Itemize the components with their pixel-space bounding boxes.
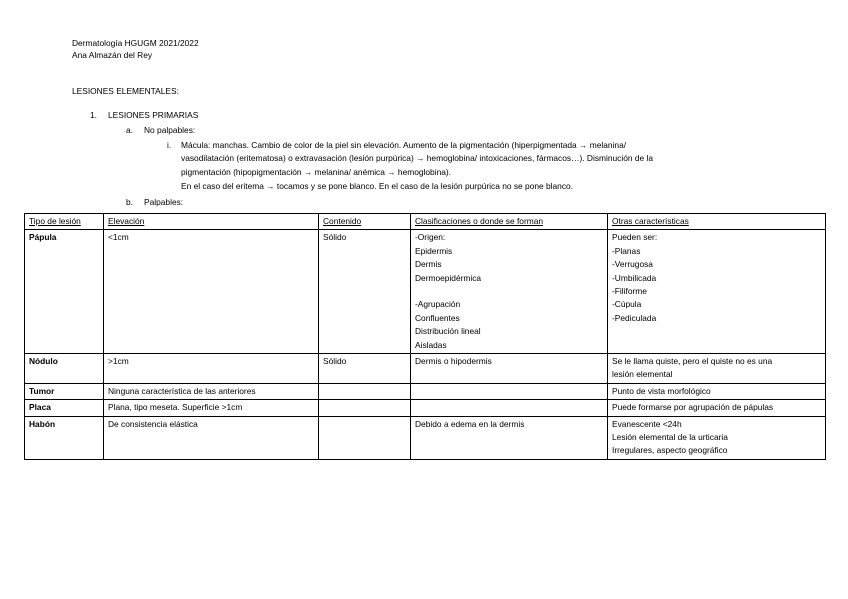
cell-line: Distribución lineal [415,326,481,337]
cell-line: Evanescente <24h [612,418,682,429]
cell-otras [608,400,826,416]
cell-contenido [319,383,411,399]
header-elevacion: Elevación [104,214,319,230]
cell-contenido [319,416,411,459]
cell-line: Confluentes [415,312,460,323]
cell-contenido [319,400,411,416]
table-row-tumor [25,383,826,399]
cell-line: lesión elemental [612,369,673,380]
cell-line: -Planas [612,245,641,256]
cell-otras [608,416,826,459]
header-otras: Otras características [608,214,826,230]
list-item-no-palpables: No palpables: [144,125,196,135]
macula-line-1: Mácula: manchas. Cambio de color de la piel sin elevación. Aumento de la pigmentación (hiperpigmentada → melanina/ [181,140,627,150]
cell-clasificaciones [411,416,608,459]
cell-line: Se le llama quiste, pero el quiste no es una [612,356,773,367]
cell-tipo: Tumor [25,383,104,399]
cell-blank-line [415,285,603,298]
cell-line: Debido a edema en la dermis [415,418,525,429]
macula-line-3: pigmentación (hipopigmentación → melanina/ anémica → hemoglobina). [181,167,452,177]
header-author: Ana Almazán del Rey [72,50,153,60]
list-item-primarias: LESIONES PRIMARIAS [108,110,199,120]
cell-clasificaciones [411,230,608,354]
header-contenido: Contenido [319,214,411,230]
header-tipo: Tipo de lesión [25,214,104,230]
cell-line: -Pediculada [612,312,657,323]
cell-line: -Verrugosa [612,259,653,270]
cell-line: Pueden ser: [612,232,658,243]
cell-line: -Cúpula [612,299,642,310]
cell-line: Lesión elemental de la urticaria [612,432,728,443]
table-header-row [25,214,826,230]
cell-contenido: Sólido [319,230,411,354]
cell-otras [608,230,826,354]
cell-tipo: Placa [25,400,104,416]
list-number-1: 1. [90,110,97,120]
macula-line-4: En el caso del eritema → tocamos y se pone blanco. En el caso de la lesión purpúrica no se pone blanco. [181,181,573,191]
cell-elevacion: <1cm [104,230,319,354]
list-letter-a: a. [126,125,133,135]
table-row-nodulo [25,354,826,384]
cell-clasificaciones [411,400,608,416]
cell-line: Dermis o hipodermis [415,356,492,367]
cell-line: Puede formarse por agrupación de pápulas [612,402,774,413]
cell-tipo: Habón [25,416,104,459]
cell-tipo: Nódulo [25,354,104,384]
cell-line: Irregulares, aspecto geográfico [612,445,728,456]
table-row-habon [25,416,826,459]
cell-otras [608,354,826,384]
cell-clasificaciones [411,383,608,399]
cell-tipo: Pápula [25,230,104,354]
cell-line: Dermoepidérmica [415,272,482,283]
cell-line: -Origen: [415,232,446,243]
cell-line: Punto de vista morfológico [612,385,711,396]
cell-elevacion: Ninguna característica de las anteriores [104,383,319,399]
cell-line: Dermis [415,259,442,270]
macula-line-2: vasodilatación (eritematosa) o extravasación (lesión purpúrica) → hemoglobina/ intoxicaciones, fármacos…). Disminución de la [181,153,654,163]
list-item-palpables: Palpables: [144,197,184,207]
table-row-placa [25,400,826,416]
cell-clasificaciones [411,354,608,384]
cell-line: Aisladas [415,339,447,350]
cell-otras [608,383,826,399]
cell-contenido: Sólido [319,354,411,384]
cell-line: -Umbilicada [612,272,657,283]
cell-line: Epidermis [415,245,453,256]
lesions-table [24,213,826,460]
cell-elevacion: >1cm [104,354,319,384]
header-course: Dermatología HGUGM 2021/2022 [72,38,199,48]
section-title: LESIONES ELEMENTALES: [72,86,179,96]
cell-line: -Filiforme [612,286,647,297]
table-row-papula [25,230,826,354]
cell-elevacion: Plana, tipo meseta. Superficie >1cm [104,400,319,416]
header-clasificaciones: Clasificaciones o donde se forman [411,214,608,230]
list-letter-b: b. [126,197,133,207]
cell-elevacion: De consistencia elástica [104,416,319,459]
cell-line: -Agrupación [415,299,461,310]
list-roman-i: i. [167,140,172,150]
